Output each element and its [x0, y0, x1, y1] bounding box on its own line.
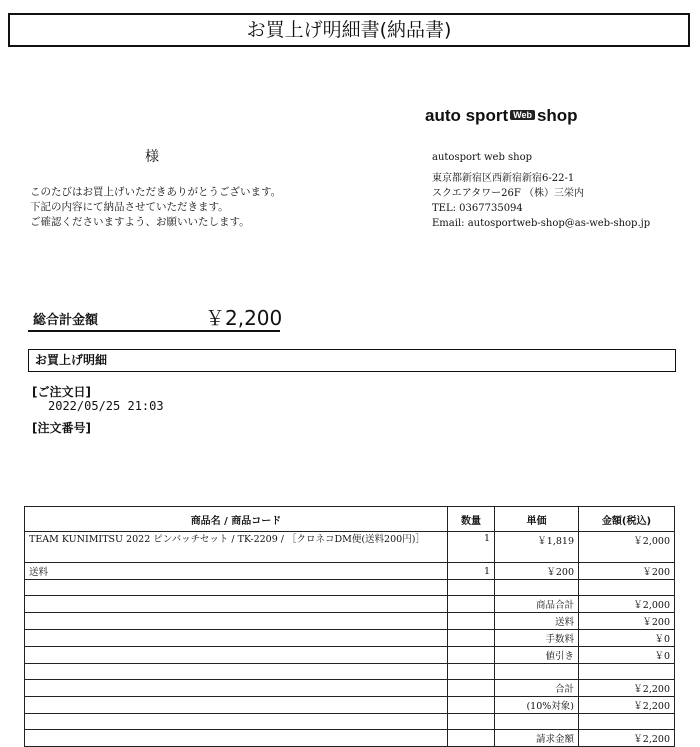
item2-qty: 1: [448, 563, 495, 580]
billing-label: 請求金額: [495, 730, 579, 747]
header-unit: 単価: [495, 507, 579, 532]
customer-name-redacted: [52, 98, 167, 128]
order-date-label: [ご注文日]: [32, 385, 91, 399]
sum-label: 合計: [495, 680, 579, 697]
table-row: [25, 714, 675, 730]
item2-unit: ￥200: [495, 563, 579, 580]
fee-value: ￥0: [579, 630, 675, 647]
shop-logo: [425, 106, 578, 126]
billing-value: ￥2,200: [579, 730, 675, 747]
summary-row: [25, 630, 675, 647]
items-table: [24, 506, 675, 747]
tax-label: (10%対象): [495, 697, 579, 714]
logo-left: auto sport: [425, 106, 509, 125]
discount-value: ￥0: [579, 647, 675, 664]
order-number-redacted: [46, 437, 96, 453]
item1-qty: 1: [448, 532, 495, 563]
shop-tel: TEL: 0367735094: [432, 203, 523, 214]
greeting-text: [30, 185, 281, 230]
header-name: 商品名 / 商品コード: [25, 507, 448, 532]
summary-row: [25, 730, 675, 747]
table-header-row: [25, 507, 675, 532]
shop-info: [432, 150, 650, 231]
table-row: [25, 664, 675, 680]
item1-amount: ￥2,000: [579, 532, 675, 563]
subtotal-value: ￥2,000: [579, 596, 675, 613]
customer-name-line2-redacted: [50, 140, 142, 164]
shop-address-1: 東京都新宿区西新宿新宿6-22-1: [432, 173, 575, 184]
subtotal-label: 商品合計: [495, 596, 579, 613]
total-underline: [28, 330, 280, 332]
summary-row: [25, 697, 675, 714]
order-number-label: [注文番号]: [32, 421, 91, 435]
header-amount: 金額(税込): [579, 507, 675, 532]
order-date-value: 2022/05/25 21:03: [48, 399, 164, 413]
discount-label: 値引き: [495, 647, 579, 664]
shop-name: autosport web shop: [432, 152, 533, 163]
table-row: [25, 580, 675, 596]
document-title: お買上げ明細書(納品書): [8, 13, 690, 47]
logo-right: shop: [536, 106, 578, 125]
summary-row: [25, 680, 675, 697]
item1-name: TEAM KUNIMITSU 2022 ピンバッチセット / TK-2209 / ［クロネコDM便(送料200円)］: [25, 532, 448, 563]
honorific: 様: [145, 149, 159, 165]
greeting-line-3: ご確認くださいますよう、お願いいたします。: [30, 216, 250, 228]
shipping-label: 送料: [495, 613, 579, 630]
item1-unit: ￥1,819: [495, 532, 579, 563]
total-value: ￥2,200: [205, 306, 283, 330]
summary-row: [25, 596, 675, 613]
greeting-line-1: このたびはお買上げいただきありがとうございます。: [30, 186, 282, 198]
summary-row: [25, 613, 675, 630]
fee-label: 手数料: [495, 630, 579, 647]
table-row: [25, 532, 675, 563]
item2-amount: ￥200: [579, 563, 675, 580]
shipping-value: ￥200: [579, 613, 675, 630]
shop-email: Email: autosportweb-shop@as-web-shop.jp: [432, 218, 651, 229]
header-qty: 数量: [448, 507, 495, 532]
tax-value: ￥2,200: [579, 697, 675, 714]
summary-row: [25, 647, 675, 664]
table-row: [25, 563, 675, 580]
section-title: お買上げ明細: [28, 349, 676, 372]
shop-address-2: スクエアタワー26F （株）三栄内: [432, 188, 584, 199]
logo-badge: Web: [510, 110, 535, 120]
total-label: 総合計金額: [33, 313, 99, 328]
item2-name: 送料: [25, 563, 448, 580]
sum-value: ￥2,200: [579, 680, 675, 697]
greeting-line-2: 下記の内容にて納品させていただきます。: [30, 201, 229, 213]
